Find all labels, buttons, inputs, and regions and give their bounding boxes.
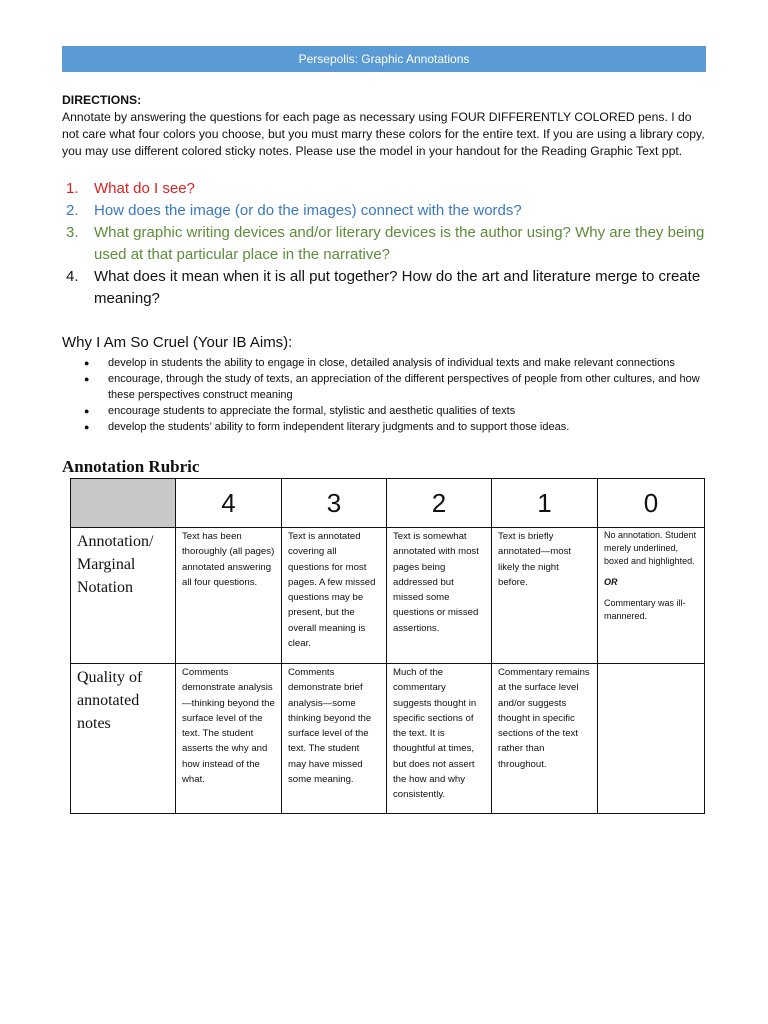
rubric-cell: Commentary remains at the surface level and/or suggests thought in specific sections of the text rather than throughout. (492, 664, 598, 814)
question-item (62, 266, 710, 310)
rubric-heading: Annotation Rubric (62, 457, 200, 476)
score-header-2: 2 (387, 479, 492, 528)
score-header-1: 1 (492, 479, 598, 528)
aims-item-text: encourage students to appreciate the formal, stylistic and aesthetic qualities of texts (108, 404, 516, 417)
zero-or-label: OR (604, 577, 618, 587)
aims-list (84, 356, 708, 436)
aims-heading: Why I Am So Cruel (Your IB Aims): (62, 334, 293, 351)
rubric-cell: Text is briefly annotated—most likely the night before. (492, 528, 598, 664)
question-item (62, 178, 710, 200)
question-text: What does it mean when it is all put together? How do the art and literature merge to create meaning? (94, 268, 701, 307)
question-number: 4. (66, 268, 79, 285)
directions-text: Annotate by answering the questions for each page as necessary using FOUR DIFFERENTLY COLORED pens. I do not care what four colors you choose, but you must marry these colors for the entire text. If you are using a library copy, you may use different colored sticky notes. Please use the model in your handout for the Reading Graphic Text ppt. (62, 110, 705, 158)
question-item (62, 200, 710, 222)
question-text: What do I see? (94, 180, 195, 197)
question-number: 1. (66, 180, 79, 197)
rubric-cell: Comments demonstrate brief analysis—some thinking beyond the surface level of the text. The student may have missed some meaning. (282, 664, 387, 814)
question-number: 2. (66, 202, 79, 219)
question-text: How does the image (or do the images) connect with the words? (94, 202, 522, 219)
aims-item (84, 372, 708, 403)
rubric-table (70, 478, 705, 814)
aims-item (84, 420, 708, 436)
rubric-cell: Much of the commentary suggests thought in specific sections of the text. It is thoughtful at times, but does not assert the how and why consistently. (387, 664, 492, 814)
bullet-icon: ● (84, 374, 90, 384)
bullet-icon: ● (84, 358, 90, 368)
zero-text-a: No annotation. Student merely underlined, boxed and highlighted. (604, 530, 697, 566)
rubric-row-annotation (71, 528, 705, 664)
question-list (62, 178, 710, 310)
aims-item (84, 404, 708, 420)
rubric-corner-cell (71, 479, 176, 528)
aims-item-text: encourage, through the study of texts, an appreciation of the different perspectives of people from other cultures, and how these perspectives construct meaning (108, 373, 700, 401)
rubric-row-label: Quality of annotated notes (71, 664, 176, 814)
directions-block (62, 92, 710, 160)
rubric-cell: Comments demonstrate analysis—thinking beyond the surface level of the text. The student asserts the why and how instead of the what. (176, 664, 282, 814)
score-header-0: 0 (598, 479, 705, 528)
rubric-cell: Text is somewhat annotated with most pages being addressed but missed some questions or missed assertions. (387, 528, 492, 664)
directions-label: DIRECTIONS: (62, 93, 142, 107)
question-text: What graphic writing devices and/or literary devices is the author using? Why are they being used at that particular place in the narrative? (94, 224, 705, 263)
rubric-row-quality (71, 664, 705, 814)
score-header-3: 3 (282, 479, 387, 528)
score-header-4: 4 (176, 479, 282, 528)
rubric-cell: Text is annotated covering all questions for most pages. A few missed questions may be present, but the overall meaning is clear. (282, 528, 387, 664)
rubric-header-row (71, 479, 705, 528)
aims-item (84, 356, 708, 372)
bullet-icon: ● (84, 405, 90, 416)
aims-item-text: develop in students the ability to engage in close, detailed analysis of individual texts and make relevant connections (108, 357, 675, 369)
rubric-cell: Text has been thoroughly (all pages) annotated answering all four questions. (176, 528, 282, 664)
aims-item-text: develop the students’ ability to form independent literary judgments and to support those ideas. (108, 420, 570, 433)
rubric-cell-zero (598, 528, 705, 664)
question-number: 3. (66, 224, 79, 241)
title-banner: Persepolis: Graphic Annotations (62, 46, 706, 72)
question-item (62, 222, 710, 266)
rubric-row-label: Annotation/ Marginal Notation (71, 528, 176, 664)
bullet-icon: ● (84, 421, 90, 432)
rubric-cell-zero (598, 664, 705, 814)
zero-text-b: Commentary was ill-mannered. (604, 598, 686, 621)
